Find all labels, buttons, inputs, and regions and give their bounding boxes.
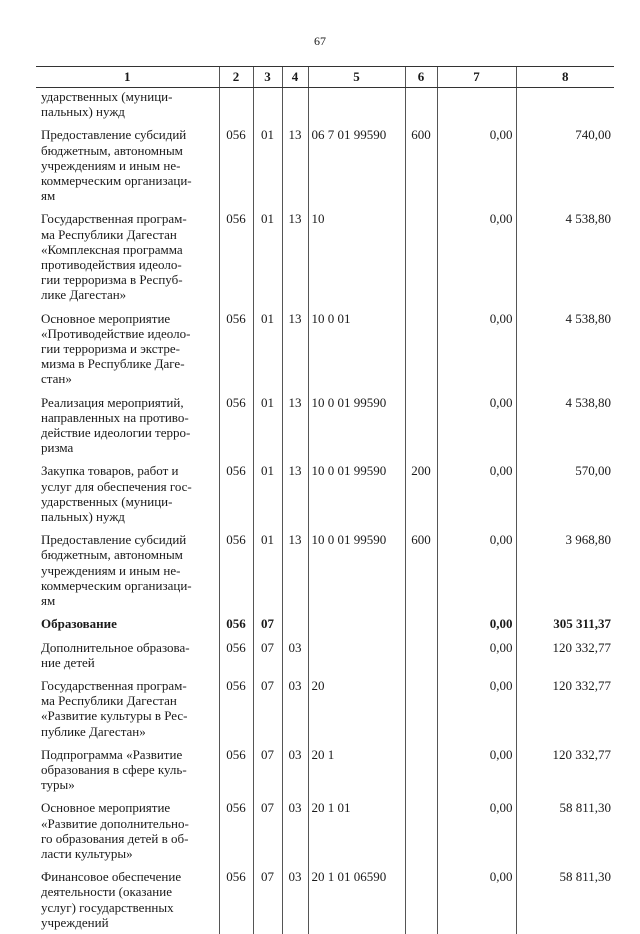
column-7-amount-cell: 0,00 [437,391,516,460]
section-code-cell: 01 [253,528,282,612]
section-code-cell: 01 [253,307,282,391]
ministry-code-cell: 056 [219,743,253,797]
section-code-cell: 01 [253,123,282,207]
expense-type-cell [405,307,437,391]
budget-table [36,66,614,934]
table-header-row [36,67,614,88]
column-8-amount-cell: 58 811,30 [516,796,614,865]
table-row [36,636,614,674]
expense-type-cell [405,207,437,306]
ministry-code-cell: 056 [219,865,253,934]
row-name-cell: ударственных (муници- пальных) нужд [41,89,173,120]
row-name-cell: Предоставление субсидий бюджетным, автономным учреждениям и иным не- коммерческим организаци- ям [41,532,192,609]
subsection-code-cell: 03 [282,636,308,674]
section-code-cell: 01 [253,459,282,528]
ministry-code-cell: 056 [219,674,253,743]
column-8-amount-cell: 4 538,80 [516,207,614,306]
ministry-code-cell: 056 [219,307,253,391]
expense-type-cell [405,636,437,674]
target-article-cell: 20 [308,674,405,743]
column-7-amount-cell: 0,00 [437,307,516,391]
column-header: 8 [516,67,614,88]
subsection-code-cell: 13 [282,123,308,207]
ministry-code-cell: 056 [219,207,253,306]
column-8-amount-cell: 740,00 [516,123,614,207]
ministry-code-cell [219,88,253,124]
column-8-amount-cell: 58 811,30 [516,865,614,934]
section-code-cell [253,88,282,124]
subsection-code-cell: 13 [282,391,308,460]
column-7-amount-cell: 0,00 [437,796,516,865]
subsection-code-cell: 03 [282,743,308,797]
column-header: 3 [253,67,282,88]
column-7-amount-cell: 0,00 [437,743,516,797]
expense-type-cell [405,674,437,743]
column-7-amount-cell: 0,00 [437,865,516,934]
table-row [36,459,614,528]
table-body [36,88,614,934]
column-7-amount-cell: 0,00 [437,207,516,306]
section-code-cell: 07 [253,674,282,743]
expense-type-cell [405,865,437,934]
expense-type-cell [405,88,437,124]
row-name-cell: Финансовое обеспечение деятельности (оказание услуг) государственных учреждений [41,869,182,930]
target-article-cell: 20 1 01 [308,796,405,865]
ministry-code-cell: 056 [219,459,253,528]
section-code-cell: 07 [253,612,282,635]
column-8-amount-cell: 120 332,77 [516,636,614,674]
table-row [36,307,614,391]
row-name-cell: Реализация мероприятий, направленных на противо- действие идеологии терро- ризма [41,394,191,456]
target-article-cell: 10 0 01 [308,307,405,391]
subsection-code-cell: 13 [282,528,308,612]
table-row [36,865,614,934]
column-7-amount-cell: 0,00 [437,459,516,528]
section-code-cell: 01 [253,207,282,306]
column-8-amount-cell: 4 538,80 [516,391,614,460]
table-row [36,796,614,865]
section-code-cell: 07 [253,796,282,865]
column-8-amount-cell: 120 332,77 [516,743,614,797]
table-row [36,743,614,797]
target-article-cell [308,612,405,635]
expense-type-cell [405,391,437,460]
target-article-cell: 20 1 01 06590 [308,865,405,934]
column-header: 7 [437,67,516,88]
page-number: 67 [314,34,326,48]
table-row [36,612,614,635]
target-article-cell: 10 0 01 99590 [308,391,405,460]
column-7-amount-cell: 0,00 [437,636,516,674]
expense-type-cell [405,743,437,797]
column-header: 2 [219,67,253,88]
row-name-cell: Основное мероприятие «Развитие дополнительно- го образования детей в об- ласти культуры» [41,800,189,861]
target-article-cell: 10 [308,207,405,306]
column-8-amount-cell: 120 332,77 [516,674,614,743]
section-code-cell: 07 [253,636,282,674]
section-code-cell: 07 [253,865,282,934]
subsection-code-cell: 13 [282,459,308,528]
subsection-code-cell: 03 [282,674,308,743]
target-article-cell: 10 0 01 99590 [308,528,405,612]
column-header: 5 [308,67,405,88]
expense-type-cell: 600 [405,123,437,207]
expense-type-cell: 600 [405,528,437,612]
subsection-code-cell: 13 [282,307,308,391]
ministry-code-cell: 056 [219,123,253,207]
column-header: 1 [36,67,219,88]
ministry-code-cell: 056 [219,636,253,674]
target-article-cell: 10 0 01 99590 [308,459,405,528]
row-name-cell: Закупка товаров, работ и услуг для обеспечения гос- ударственных (муници- пальных) нужд [41,463,192,525]
subsection-code-cell: 03 [282,865,308,934]
row-name-cell: Образование [41,616,117,632]
target-article-cell [308,88,405,124]
row-name-cell: Основное мероприятие «Противодействие идеоло- гии терроризма и экстре- мизма в Республике Даге- стан» [41,310,191,387]
column-7-amount-cell: 0,00 [437,123,516,207]
row-name-cell: Государственная програм- ма Республики Дагестан «Комплексная программа противодействия идеоло- гии терроризма в Респуб- лике Дагестан» [41,211,187,303]
column-8-amount-cell: 305 311,37 [516,612,614,635]
expense-type-cell: 200 [405,459,437,528]
subsection-code-cell: 03 [282,796,308,865]
column-7-amount-cell: 0,00 [437,674,516,743]
expense-type-cell [405,796,437,865]
row-name-cell: Предоставление субсидий бюджетным, автономным учреждениям и иным не- коммерческим организаци- ям [41,127,192,204]
expense-type-cell [405,612,437,635]
ministry-code-cell: 056 [219,528,253,612]
subsection-code-cell [282,88,308,124]
row-name-cell: Подпрограмма «Развитие образования в сфере куль- туры» [41,746,187,793]
column-header: 4 [282,67,308,88]
table-row [36,88,614,124]
target-article-cell: 06 7 01 99590 [308,123,405,207]
column-8-amount-cell [516,88,614,124]
row-name-cell: Дополнительное образова- ние детей [41,639,190,670]
ministry-code-cell: 056 [219,391,253,460]
row-name-cell: Государственная програм- ма Республики Дагестан «Развитие культуры в Рес- публике Дагестан» [41,677,188,739]
ministry-code-cell: 056 [219,612,253,635]
subsection-code-cell [282,612,308,635]
target-article-cell: 20 1 [308,743,405,797]
target-article-cell [308,636,405,674]
table-row [36,674,614,743]
column-8-amount-cell: 570,00 [516,459,614,528]
column-header: 6 [405,67,437,88]
column-8-amount-cell: 3 968,80 [516,528,614,612]
subsection-code-cell: 13 [282,207,308,306]
table-row [36,391,614,460]
table-row [36,528,614,612]
section-code-cell: 07 [253,743,282,797]
column-7-amount-cell: 0,00 [437,528,516,612]
ministry-code-cell: 056 [219,796,253,865]
section-code-cell: 01 [253,391,282,460]
column-7-amount-cell [437,88,516,124]
column-8-amount-cell: 4 538,80 [516,307,614,391]
table-row [36,123,614,207]
column-7-amount-cell: 0,00 [437,612,516,635]
table-row [36,207,614,306]
